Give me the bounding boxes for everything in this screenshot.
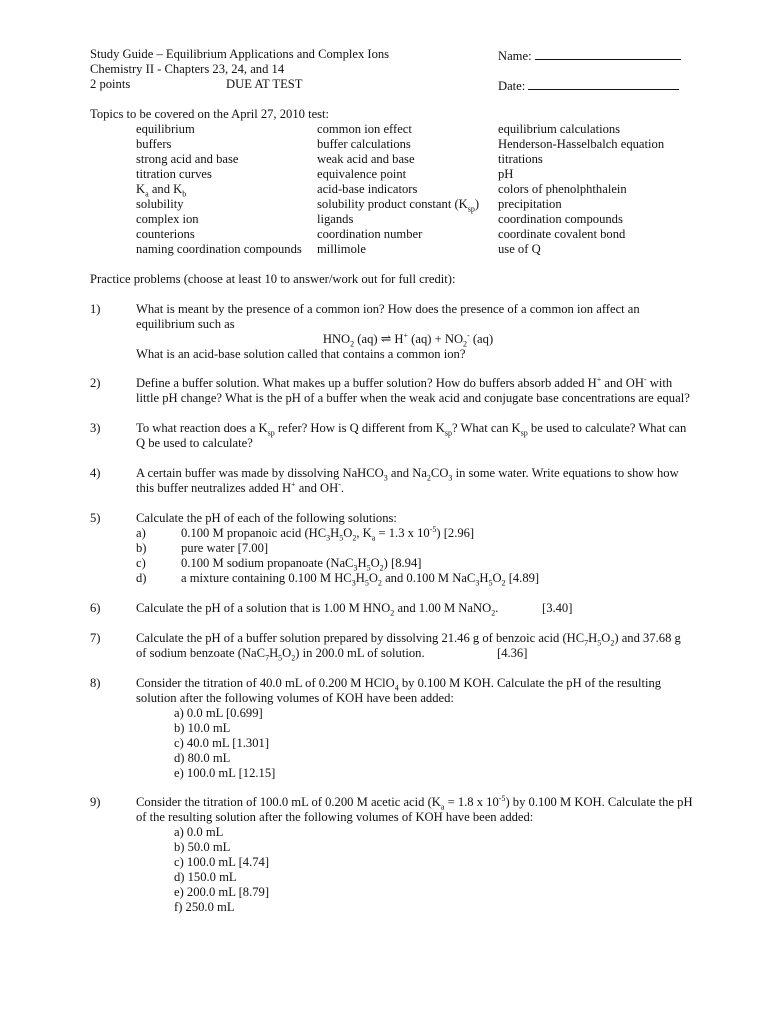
question-text: Define a buffer solution. What makes up a buffer solution? How do buffers absorb added H+ and OH- with — [136, 374, 673, 390]
question-1 — [90, 302, 680, 362]
question-text: Calculate the pH of a solution that is 1.00 M $HNO_2$ and 1.00 M NaNO$_2$. — [136, 601, 499, 618]
sub-part: c) 0.100 M sodium propanoate $(NaC_3H_5O_2)$ [8.94] — [136, 556, 422, 573]
question-number: 9) — [90, 795, 101, 809]
question-number: 6) — [90, 601, 101, 615]
topic-item: acid-base indicators — [317, 182, 418, 196]
sub-part: a) 0.0 mL — [174, 825, 224, 839]
question-text: solution after the following volumes of KOH have been added: — [136, 691, 454, 705]
sub-part: e) 200.0 mL [8.79] — [174, 885, 270, 899]
question-number: 4) — [90, 466, 101, 480]
topic-item: counterions — [136, 227, 195, 241]
sub-part: d) a mixture containing 0.100 M $HC_3H_5O_2$ and 0.100 M $NaC_3H_5O_2$ [4.89] — [136, 571, 540, 588]
topic-item: Henderson-Hasselbalch equation — [498, 137, 665, 151]
date-label: Date: — [498, 79, 526, 93]
topic-item: use of Q — [498, 242, 541, 256]
question-number: 7) — [90, 631, 101, 645]
question-number: 2) — [90, 376, 101, 390]
question-text: Calculate the pH of a buffer solution prepared by dissolving 21.46 g of benzoic acid $(HC_7H_5O_2)$ and 37.68 g — [136, 631, 681, 648]
sub-part: f) 250.0 mL — [174, 900, 235, 914]
question-text: equilibrium such as — [136, 317, 235, 331]
sub-part: c) 40.0 mL [1.301] — [174, 736, 270, 750]
name-field — [498, 47, 681, 64]
topic-item: equivalence point — [317, 167, 407, 181]
question-text: of sodium benzoate $(NaC_7H_5O_2)$ in 200.0 mL of solution. — [136, 646, 425, 663]
topic-item: equilibrium — [136, 122, 195, 136]
name-label: Name: — [498, 49, 532, 63]
date-blank-line[interactable] — [528, 77, 679, 90]
topics-heading: Topics to be covered on the April 27, 2010 test: — [90, 107, 330, 121]
sub-part: a) 0.100 M propanoic acid ($HC_3H_5O_2$, $K_a = 1.3$ x $10^{-5}$) [2.96] — [136, 524, 475, 543]
header-points: 2 points — [90, 77, 131, 91]
name-blank-line[interactable] — [535, 47, 681, 60]
sub-part: a) 0.0 mL [0.699] — [174, 706, 263, 720]
sub-part: b) 50.0 mL — [174, 840, 231, 854]
topic-item: coordination number — [317, 227, 423, 241]
sub-part: c) 100.0 mL [4.74] — [174, 855, 270, 869]
sub-part: d) 150.0 mL — [174, 870, 237, 884]
question-text: Calculate the pH of each of the following solutions: — [136, 511, 397, 525]
topic-item: precipitation — [498, 197, 562, 211]
question-text: To what reaction does a $K_{sp}$ refer? How is Q different from $K_{sp}$? What can $K_{sp}$ be used to calculate? What can — [136, 421, 687, 438]
topic-item: coordinate covalent bond — [498, 227, 626, 241]
answer: [4.36] — [497, 646, 528, 660]
topic-item: equilibrium calculations — [498, 122, 621, 136]
topic-item: weak acid and base — [317, 152, 415, 166]
answer: [3.40] — [542, 601, 573, 615]
topic-item: millimole — [317, 242, 366, 256]
question-number: 1) — [90, 302, 101, 316]
question-number: 3) — [90, 421, 101, 435]
topic-item: titration curves — [136, 167, 212, 181]
header-title: Study Guide – Equilibrium Applications and Complex Ions — [90, 47, 390, 61]
topic-item: $K_a$ and $K_b$ — [136, 182, 187, 199]
question-text: of the resulting solution after the following volumes of KOH have been added: — [136, 810, 534, 824]
topic-item: naming coordination compounds — [136, 242, 302, 256]
question-text: What is an acid-base solution called that contains a common ion? — [136, 347, 466, 361]
topic-item: strong acid and base — [136, 152, 239, 166]
practice-heading: Practice problems (choose at least 10 to answer/work out for full credit): — [90, 272, 456, 286]
sub-part: b) pure water [7.00] — [136, 541, 269, 555]
topic-item: ligands — [317, 212, 354, 226]
question-text: Consider the titration of 40.0 mL of 0.200 M HClO$_4$ by 0.100 M KOH. Calculate the pH of the resulting — [136, 676, 662, 693]
topics-column-3 — [498, 122, 664, 257]
topic-item: complex ion — [136, 212, 199, 226]
header-subtitle: Chemistry II - Chapters 23, 24, and 14 — [90, 62, 285, 76]
topic-item: pH — [498, 167, 514, 181]
topic-item: solubility product constant $(K_{sp})$ — [317, 197, 480, 214]
question-text: little pH change? What is the pH of a buffer when the weak acid and conjugate base concentrations are equal? — [136, 391, 690, 405]
topic-item: buffers — [136, 137, 172, 151]
question-number: 5) — [90, 511, 101, 525]
question-text: What is meant by the presence of a common ion? How does the presence of a common ion affect an — [136, 302, 640, 316]
topic-item: solubility — [136, 197, 184, 211]
sub-part: b) 10.0 mL — [174, 721, 231, 735]
topic-item: coordination compounds — [498, 212, 623, 226]
topic-item: colors of phenolphthalein — [498, 182, 627, 196]
topic-item: common ion effect — [317, 122, 412, 136]
question-text: Consider the titration of 100.0 mL of 0.200 M acetic acid ($K_a = 1.8$ x $10^{-5}$) by 0.100 M KOH. Calculate the pH — [136, 793, 693, 812]
question-number: 8) — [90, 676, 101, 690]
header-due: DUE AT TEST — [226, 77, 303, 91]
question-text: this buffer neutralizes added H+ and OH-. — [136, 479, 345, 495]
topic-item: buffer calculations — [317, 137, 411, 151]
topics-column-1 — [136, 122, 302, 257]
question-text: Q be used to calculate? — [136, 436, 253, 450]
sub-part: e) 100.0 mL [12.15] — [174, 766, 276, 780]
topic-item: titrations — [498, 152, 543, 166]
date-field — [498, 77, 679, 94]
question-text: A certain buffer was made by dissolving NaHCO$_3$ and $Na_2CO_3$ in some water. Write equations to show how — [136, 466, 679, 483]
topics-column-2 — [317, 122, 479, 257]
equilibrium-equation: $HNO_2$ (aq) ⇌ H+ $(aq) + NO_2^-$ (aq) — [322, 330, 494, 349]
sub-part: d) 80.0 mL — [174, 751, 231, 765]
